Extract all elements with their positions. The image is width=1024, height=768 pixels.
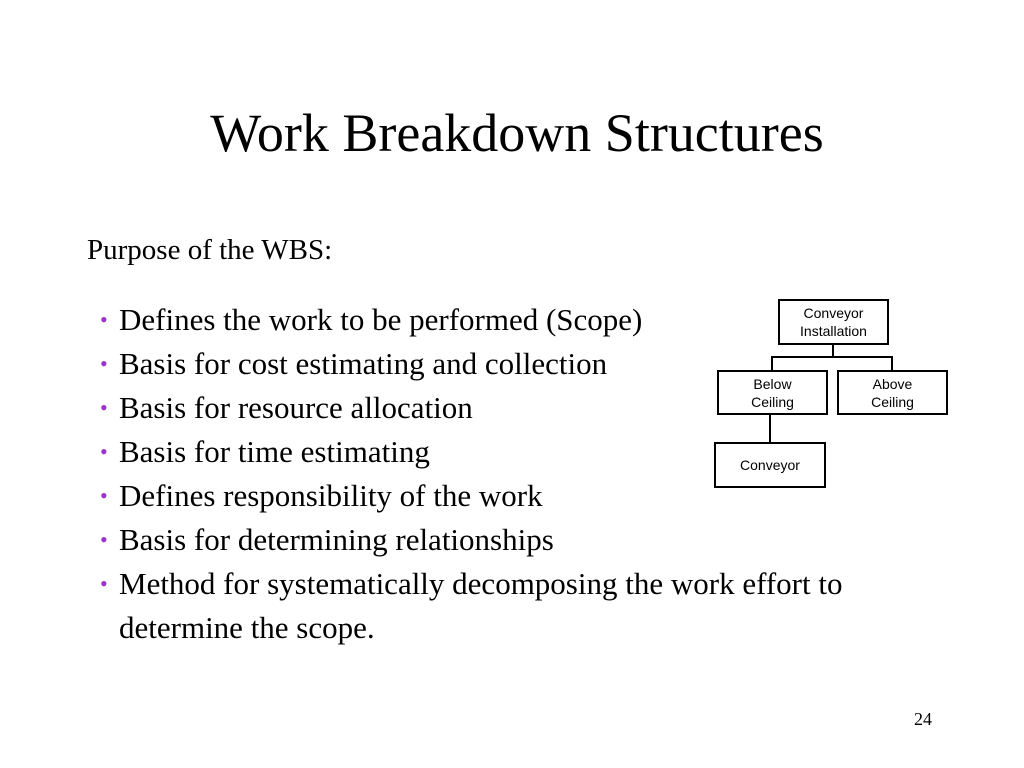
wbs-node-below-ceiling	[717, 370, 828, 415]
bullet-text: Basis for cost estimating and collection	[119, 346, 608, 381]
bullet-item	[100, 562, 880, 650]
bullet-text: Defines responsibility of the work	[119, 478, 543, 513]
wbs-node-above-ceiling	[837, 370, 948, 415]
bullet-text: Basis for determining relationships	[119, 522, 554, 557]
bullet-text: Defines the work to be performed (Scope)	[119, 302, 643, 337]
bullet-text: Basis for time estimating	[119, 434, 430, 469]
bullet-text: Method for systematically decomposing the work effort to determine the scope.	[119, 566, 843, 645]
wbs-node-label-line: Above	[872, 375, 913, 392]
wbs-node-label-line: Conveyor	[803, 305, 864, 321]
wbs-node-label-line: Ceiling	[751, 393, 794, 410]
page-number: 24	[914, 709, 932, 729]
bullet-dot-icon: •	[100, 351, 108, 376]
slide-title: Work Breakdown Structures	[210, 103, 824, 163]
wbs-node-label-line: Ceiling	[871, 393, 914, 410]
bullet-dot-icon: •	[100, 395, 108, 420]
wbs-node-label-line: Below	[753, 375, 792, 392]
wbs-node-label-line: Conveyor	[740, 457, 800, 473]
bullet-text: Basis for resource allocation	[119, 390, 473, 425]
bullet-item	[100, 298, 880, 342]
bullet-item	[100, 518, 880, 562]
bullet-dot-icon: •	[100, 527, 108, 552]
bullet-dot-icon: •	[100, 483, 108, 508]
slide-subtitle: Purpose of the WBS:	[87, 234, 333, 266]
wbs-node-conveyor	[714, 442, 826, 488]
bullet-dot-icon: •	[100, 439, 108, 464]
wbs-node-conveyor-installation	[778, 299, 889, 345]
wbs-node-label-line: Installation	[800, 323, 867, 339]
bullet-dot-icon: •	[100, 307, 108, 332]
bullet-dot-icon: •	[100, 571, 108, 596]
